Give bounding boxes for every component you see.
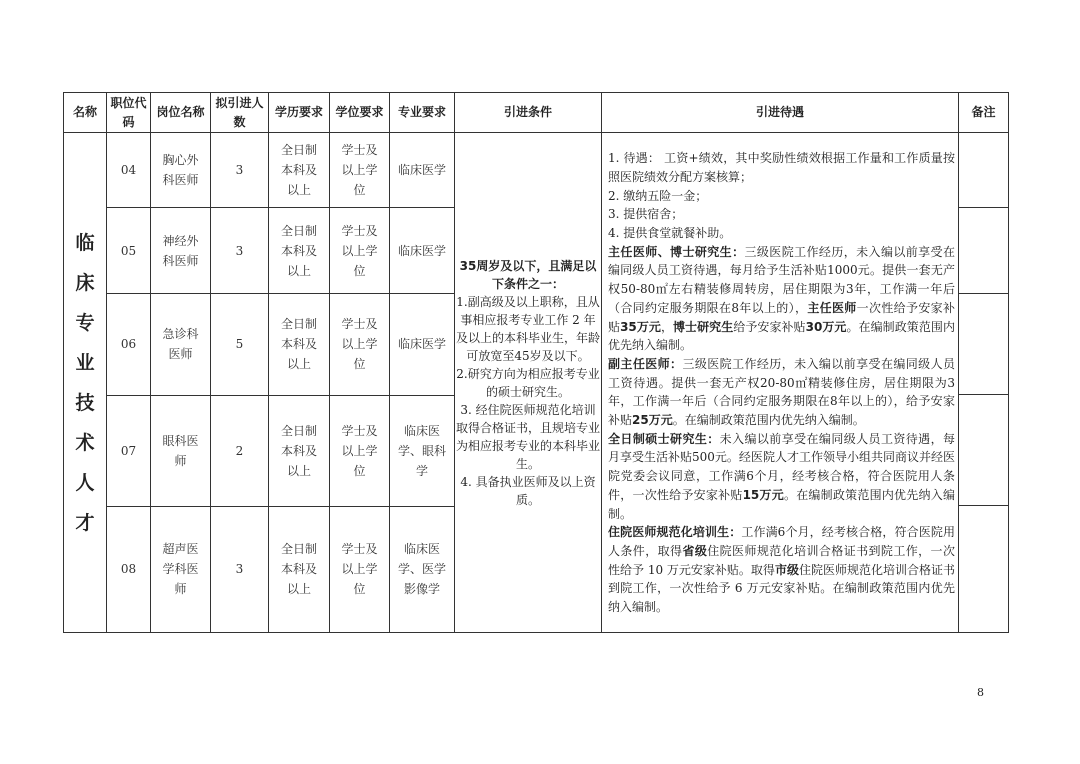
major-line: 影像学 (403, 582, 440, 597)
major-line: 学、眼科 (397, 443, 446, 458)
benefit-text: 工作满6个月，经考核合格，符合医院用人条件，取得 (608, 525, 955, 558)
category-char: 专 (75, 311, 95, 334)
category-char: 术 (75, 431, 95, 454)
condition-item: 3. 经住院医师规范化培训取得合格证书，且规培专业为相应报考专业的本科毕业生。 (455, 402, 600, 471)
degree-line: 位 (353, 263, 366, 278)
benefit-text: 一次性给予安家补贴 (608, 300, 955, 334)
condition-item: 2.研究方向为相应报考专业的硕士研究生。 (456, 366, 600, 399)
position-code: 08 (107, 506, 151, 632)
degree-line: 学士及 (341, 143, 378, 158)
header-count: 拟引进人数 (211, 93, 269, 133)
header-row (64, 93, 1009, 133)
degree-line: 位 (353, 582, 366, 597)
header-code: 职位代码 (107, 93, 151, 133)
benefit-emphasis: 15万元 (742, 487, 784, 502)
benefit-text: 未入编以前享受在编同级人员工资待遇，每月享受生活补贴500元。经医院人才工作领导小组共同商议并经医院党委会议同意，工作满6个月，经考核合格，符合医院用人条件，一次性给予安家补贴 (608, 431, 955, 502)
benefit-associate-chief (608, 355, 955, 430)
condition-item: 4. 具备执业医师及以上资质。 (460, 474, 596, 507)
note-box (959, 208, 1008, 294)
edu-line: 本科及 (280, 337, 317, 352)
post-name-line: 科医师 (162, 253, 199, 268)
table-row (64, 133, 1009, 208)
benefit-text: 给予安家补贴 (733, 319, 806, 334)
degree-line: 以上学 (341, 443, 378, 458)
benefit-master (608, 430, 955, 524)
position-code: 04 (107, 133, 151, 208)
benefit-text: 住院医师规范化培训合格证书到院工作，一次性给予 10 万元安家补贴。取得 (608, 543, 955, 577)
category-cell (64, 133, 107, 633)
major-line: 临床医学 (397, 337, 446, 352)
position-code: 06 (107, 294, 151, 395)
benefit-text: 。在编制政策范围内优先纳入编制。 (608, 319, 955, 353)
major-line: 学 (415, 463, 428, 478)
header-post: 岗位名称 (151, 93, 211, 133)
post-name-line: 科医师 (162, 173, 199, 188)
post-name-line: 胸心外 (162, 153, 199, 168)
post-name-line: 超声医 (162, 542, 199, 557)
post-name (151, 395, 211, 506)
major-req (390, 395, 455, 506)
benefit-label: 主任医师、博士研究生： (608, 244, 745, 259)
headcount: 3 (211, 133, 269, 208)
degree-req (330, 506, 390, 632)
benefit-general: 3. 提供宿舍； (608, 207, 684, 222)
header-degree: 学位要求 (330, 93, 390, 133)
major-req (390, 506, 455, 632)
position-code: 05 (107, 208, 151, 294)
benefit-general: 2. 缴纳五险一金； (608, 188, 708, 203)
major-line: 临床医学 (397, 163, 446, 178)
benefit-text: 三级医院工作经历，未入编以前享受在编同级人员工资待遇。提供一套无产权20-80㎡精装修住房，居住期限为3年，工作满一年后（合同约定服务期限在8年以上的），给予安家补贴 (608, 356, 955, 428)
benefit-label: 全日制硕士研究生： (608, 431, 720, 446)
edu-line: 本科及 (280, 562, 317, 577)
header-benefits: 引进待遇 (602, 93, 959, 133)
benefit-text: ， (660, 319, 673, 334)
header-edu: 学历要求 (269, 93, 330, 133)
major-line: 临床医 (403, 423, 440, 438)
post-name-line: 医师 (168, 347, 193, 362)
edu-line: 以上 (286, 463, 311, 478)
headcount: 3 (211, 208, 269, 294)
post-name-line: 学科医 (162, 562, 199, 577)
edu-line: 以上 (286, 357, 311, 372)
benefit-text: 。在编制政策范围内优先纳入编制。 (608, 487, 955, 521)
edu-line: 以上 (286, 263, 311, 278)
edu-line: 全日制 (280, 317, 317, 332)
edu-line: 本科及 (280, 443, 317, 458)
note-box (959, 506, 1008, 632)
conditions-cell (455, 133, 602, 633)
post-name-line: 师 (174, 453, 187, 468)
major-line: 临床医 (403, 542, 440, 557)
benefit-text: 三级医院工作经历，未入编以前享受在编同级人员工资待遇，每月给予生活补贴1000元。提供一套无产权50-80㎡左右精装修周转房，居住期限为3年，工作满一年后（合同约定服务期限在8年以上的）， (608, 244, 955, 315)
edu-line: 全日制 (280, 143, 317, 158)
benefit-general: 1. 待遇： 工资+绩效，其中奖励性绩效根据工作量和工作质量按照医院绩效分配方案核算； (608, 151, 955, 184)
benefit-text: 住院医师规范化培训合格证书到院工作，一次性给予 6 万元安家补贴。在编制政策范围内优先纳入编制。 (608, 562, 955, 615)
benefit-resident (608, 523, 955, 617)
category-char: 技 (75, 391, 95, 414)
benefit-emphasis: 市级 (774, 562, 799, 577)
degree-line: 以上学 (341, 562, 378, 577)
headcount: 5 (211, 294, 269, 395)
conditions-lead: 35周岁及以下，且满足以下条件之一： (459, 258, 597, 291)
education-req (269, 506, 330, 632)
degree-line: 学士及 (341, 317, 378, 332)
degree-line: 学士及 (341, 542, 378, 557)
degree-line: 位 (353, 357, 366, 372)
header-conditions: 引进条件 (455, 93, 602, 133)
degree-line: 位 (353, 463, 366, 478)
benefit-emphasis: 30万元 (805, 319, 847, 334)
condition-item: 1.副高级及以上职称，且从事相应报考专业工作 2 年及以上的本科毕业生，年龄可放宽至45岁及以下。 (455, 294, 600, 363)
recruitment-table (63, 92, 1009, 633)
post-name (151, 294, 211, 395)
post-name-line: 神经外 (162, 233, 199, 248)
benefit-emphasis: 35万元 (620, 319, 661, 334)
degree-req (330, 133, 390, 208)
benefits-cell (602, 133, 959, 633)
edu-line: 本科及 (280, 163, 317, 178)
category-char: 才 (75, 511, 95, 534)
note-box (959, 133, 1008, 208)
edu-line: 全日制 (280, 542, 317, 557)
benefit-emphasis: 主任医师 (807, 300, 857, 315)
education-req (269, 133, 330, 208)
edu-line: 以上 (286, 582, 311, 597)
major-req (390, 294, 455, 395)
headcount: 2 (211, 395, 269, 506)
headcount: 3 (211, 506, 269, 632)
post-name-line: 眼科医 (162, 433, 199, 448)
note-box (959, 395, 1008, 506)
page-number: 8 (977, 686, 984, 699)
benefit-emphasis: 省级 (682, 543, 708, 558)
benefit-emphasis: 博士研究生 (673, 319, 734, 334)
header-major: 专业要求 (390, 93, 455, 133)
post-name-line: 急诊科 (162, 327, 199, 342)
major-req (390, 208, 455, 294)
degree-req (330, 208, 390, 294)
degree-line: 位 (353, 183, 366, 198)
benefit-label: 副主任医师： (608, 356, 683, 371)
major-req (390, 133, 455, 208)
degree-req (330, 395, 390, 506)
post-name-line: 师 (174, 582, 187, 597)
category-char: 人 (75, 471, 95, 494)
edu-line: 全日制 (280, 423, 317, 438)
note-cell (959, 133, 1009, 633)
note-box (959, 294, 1008, 395)
education-req (269, 294, 330, 395)
header-note: 备注 (959, 93, 1009, 133)
degree-line: 学士及 (341, 223, 378, 238)
degree-line: 以上学 (341, 337, 378, 352)
edu-line: 本科及 (280, 243, 317, 258)
benefit-general: 4. 提供食堂就餐补助。 (608, 226, 732, 241)
category-char: 床 (75, 271, 95, 294)
post-name (151, 208, 211, 294)
education-req (269, 395, 330, 506)
edu-line: 全日制 (280, 223, 317, 238)
major-line: 学、医学 (397, 562, 446, 577)
header-name: 名称 (64, 93, 107, 133)
degree-line: 以上学 (341, 243, 378, 258)
degree-line: 以上学 (341, 163, 378, 178)
category-char: 临 (75, 231, 95, 254)
education-req (269, 208, 330, 294)
benefit-text: 。在编制政策范围内优先纳入编制。 (672, 413, 865, 428)
major-line: 临床医学 (397, 243, 446, 258)
edu-line: 以上 (286, 183, 311, 198)
post-name (151, 506, 211, 632)
degree-line: 学士及 (341, 423, 378, 438)
post-name (151, 133, 211, 208)
benefit-chief-physician (608, 243, 955, 355)
position-code: 07 (107, 395, 151, 506)
benefit-label: 住院医师规范化培训生： (608, 525, 742, 540)
benefit-emphasis: 25万元 (632, 413, 673, 428)
category-char: 业 (75, 351, 95, 374)
degree-req (330, 294, 390, 395)
